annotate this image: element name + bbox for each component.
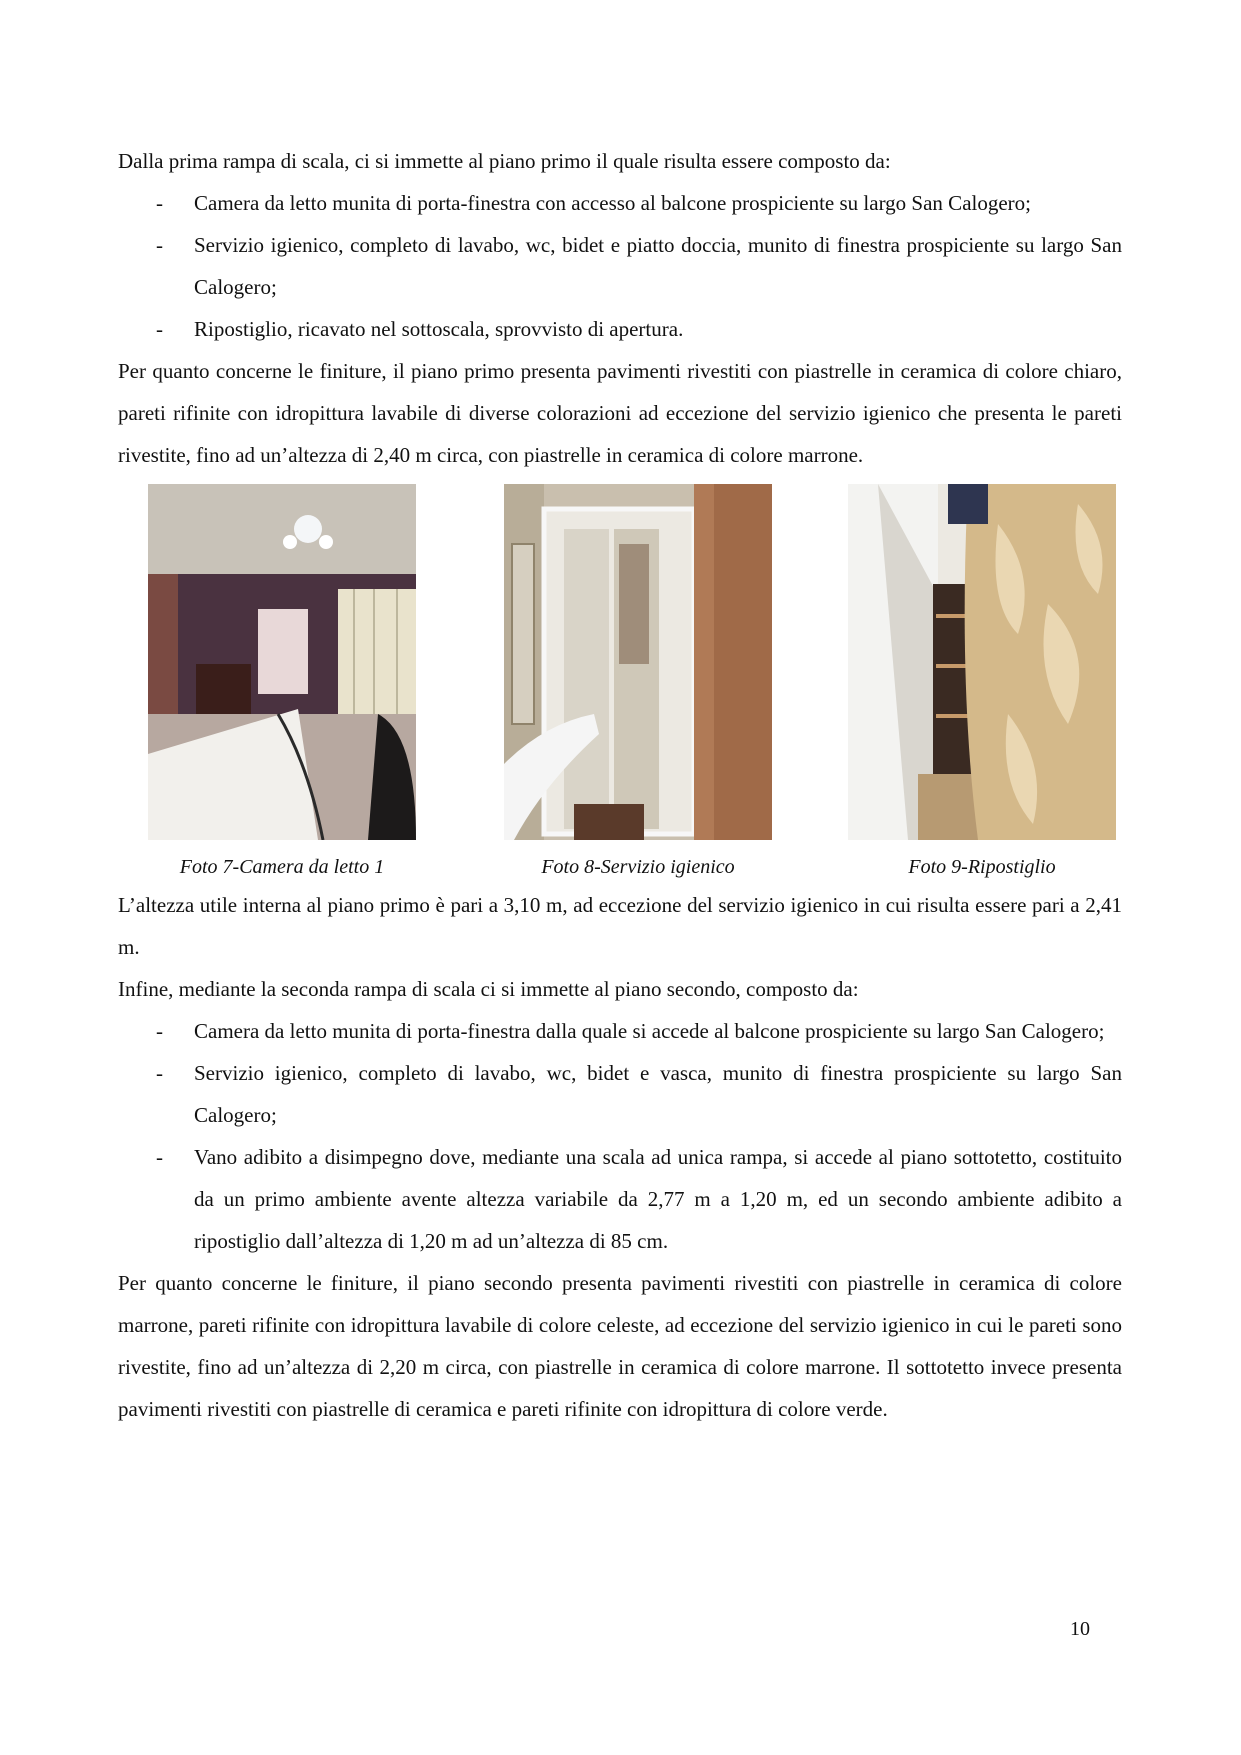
first-floor-finishes-paragraph: Per quanto concerne le finiture, il piano primo presenta pavimenti rivestiti con piastrelle in ceramica di colore chiaro, pareti rifinite con idropittura lavabile di diverse colorazioni ad eccezione del servizio igienico che presenta le pareti rivestite, fino ad un’altezza di 2,40 m circa, con piastrelle in ceramica di colore marrone. — [118, 359, 1122, 467]
page-content — [118, 140, 1122, 1430]
intro-paragraph: Dalla prima rampa di scala, ci si immette al piano primo il quale risulta essere composto da: — [118, 149, 891, 173]
photo-caption: Foto 7-Camera da letto 1 — [179, 856, 385, 878]
interior-height-paragraph: L’altezza utile interna al piano primo è pari a 3,10 m, ad eccezione del servizio igienico in cui risulta essere pari a 2,41 m. — [118, 893, 1122, 959]
photo-figure — [504, 484, 772, 878]
list-item: - Ripostiglio, ricavato nel sottoscala, sprovvisto di apertura. — [118, 308, 1122, 350]
first-floor-room-list — [118, 182, 1122, 350]
list-item: - Camera da letto munita di porta-finestra con accesso al balcone prospiciente su largo San Calogero; — [118, 182, 1122, 224]
bathroom-photo — [504, 484, 772, 840]
list-item: - Vano adibito a disimpegno dove, mediante una scala ad unica rampa, si accede al piano sottotetto, costituito da un primo ambiente avente altezza variabile da 2,77 m a 1,20 m, ed un secondo ambiente adibito a ripostiglio dall’altezza di 1,20 m ad un’altezza di 85 cm. — [118, 1136, 1122, 1262]
photo-figure — [148, 484, 416, 878]
list-item: - Camera da letto munita di porta-finestra dalla quale si accede al balcone prospiciente su largo San Calogero; — [118, 1010, 1122, 1052]
photo-row — [118, 484, 1122, 884]
list-item: - Servizio igienico, completo di lavabo, wc, bidet e vasca, munito di finestra prospiciente su largo San Calogero; — [118, 1052, 1122, 1136]
storage-room-photo — [848, 484, 1116, 840]
second-floor-room-list — [118, 1010, 1122, 1262]
photo-caption: Foto 8-Servizio igienico — [541, 856, 735, 878]
photo-caption: Foto 9-Ripostiglio — [908, 856, 1056, 878]
page-number: 10 — [1070, 1618, 1090, 1640]
list-item: - Servizio igienico, completo di lavabo, wc, bidet e piatto doccia, munito di finestra prospiciente su largo San Calogero; — [118, 224, 1122, 308]
second-floor-intro-paragraph: Infine, mediante la seconda rampa di scala ci si immette al piano secondo, composto da: — [118, 977, 859, 1001]
bedroom-photo — [148, 484, 416, 840]
photo-figure — [848, 484, 1116, 878]
second-floor-finishes-paragraph: Per quanto concerne le finiture, il piano secondo presenta pavimenti rivestiti con piastrelle in ceramica di colore marrone, pareti rifinite con idropittura lavabile di colore celeste, ad eccezione del servizio igienico in cui le pareti sono rivestite, fino ad un’altezza di 2,20 m circa, con piastrelle in ceramica di colore marrone. Il sottotetto invece presenta pavimenti rivestiti con piastrelle di ceramica e pareti rifinite con idropittura di colore verde. — [118, 1271, 1122, 1421]
